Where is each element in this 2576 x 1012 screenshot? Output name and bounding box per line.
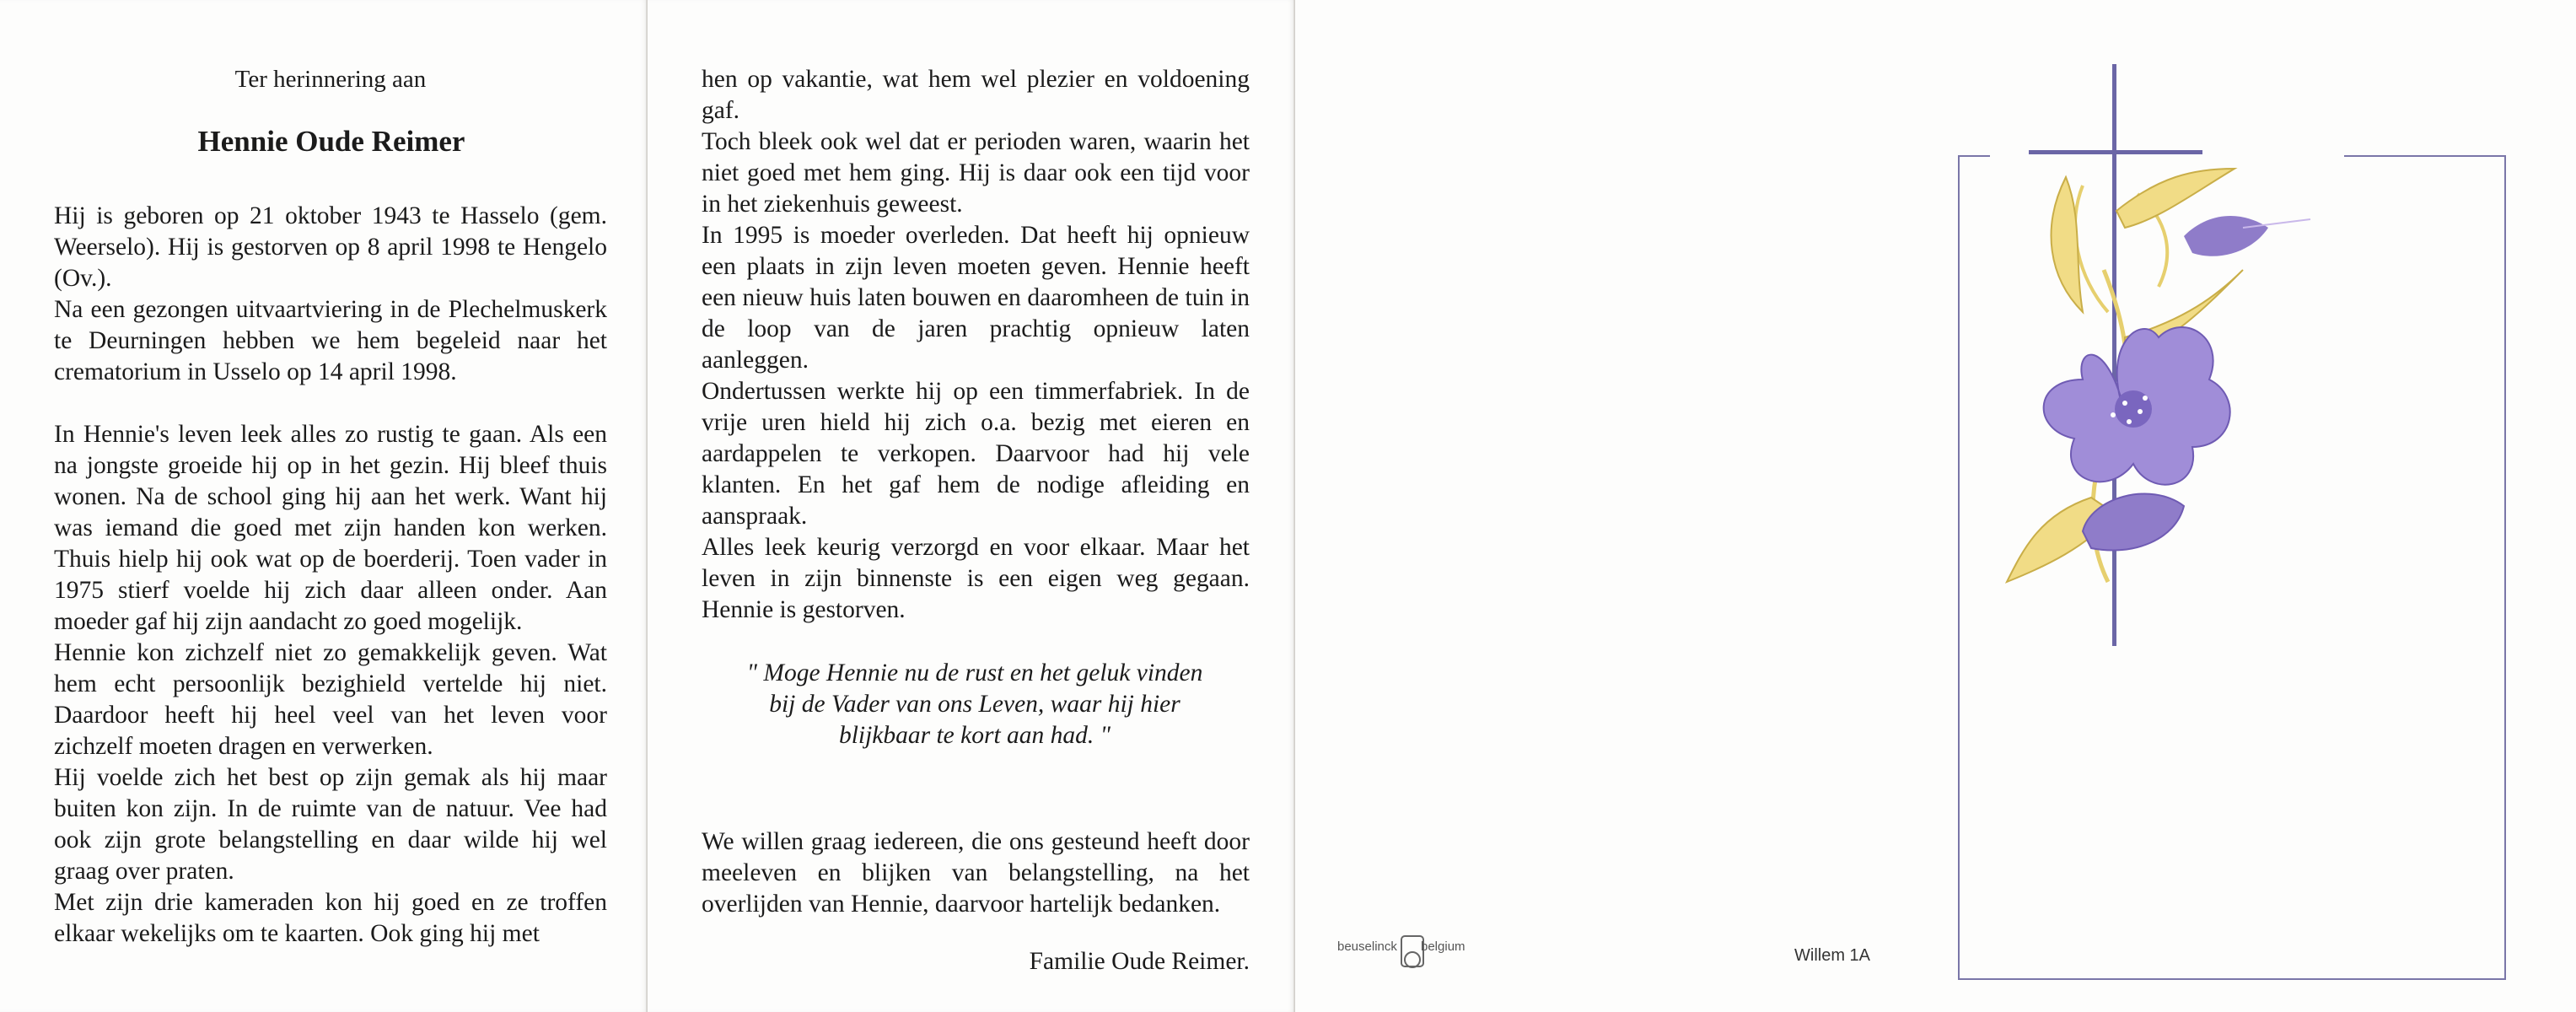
- quote-line: bij de Vader van ons Leven, waar hij hier: [769, 691, 1180, 718]
- nature-paragraph: Hij voelde zich het best op zijn gemak als hij maar buiten kon zijn. In de ruimte van de natuur. Vee had ook zijn grote belangstelling en daar wilde hij wel graag over praten.: [54, 764, 607, 885]
- thanks-paragraph: We willen graag iedereen, die ons gesteund heeft door meeleven en blijken van belangstelling, na het overlijden van Hennie, daarvoor hartelijk bedanken.: [702, 828, 1250, 918]
- biography-column-1: [54, 201, 607, 950]
- quote-line: blijkbaar te kort aan had. ": [838, 722, 1111, 749]
- printer-logo-icon: [1331, 931, 1499, 982]
- life-paragraph: In Hennie's leven leek alles zo rustig te gaan. Als een na jongste groeide hij op in het gezin. Hij bleef thuis wonen. Na de school ging hij aan het werk. Want hij was iemand die goed met zijn handen kon werken. Thuis hielp hij ook wat op de boerderij. Toen vader in 1975 stierf voelde hij zich daar alleen onder. Aan moeder gaf hij zijn aandacht zo goed mogelijk.: [54, 421, 607, 635]
- deceased-name: Hennie Oude Reimer: [197, 125, 465, 158]
- hard-times-paragraph: Toch bleek ook wel dat er perioden waren, waarin het niet goed met hem ging. Hij is daar ook een tijd voor in het ziekenhuis geweest.: [702, 128, 1250, 218]
- holiday-paragraph: hen op vakantie, wat hem wel plezier en voldoening gaf.: [702, 66, 1250, 124]
- cross-with-flower-icon: [1990, 59, 2344, 649]
- family-signature: Familie Oude Reimer.: [1029, 948, 1250, 975]
- printer-country: belgium: [1421, 939, 1465, 954]
- left-panel: [0, 0, 648, 1012]
- cross-horizontal: [2029, 150, 2202, 154]
- work-paragraph: Ondertussen werkte hij op een timmerfabriek. In de vrije uren hield hij zich o.a. bezig met eieren en aardappelen te verkopen. Daarvoor had hij vele klanten. En het gaf hem de nodige afleiding en aanspraak.: [702, 378, 1250, 530]
- birth-death-paragraph: Hij is geboren op 21 oktober 1943 te Hasselo (gem. Weerselo). Hij is gestorven op 8 april 1998 te Hengelo (Ov.).: [54, 202, 607, 292]
- model-code: Willem 1A: [1794, 946, 1871, 965]
- friends-paragraph: Met zijn drie kameraden kon hij goed en ze troffen elkaar wekelijks om te kaarten. Ook ging hij met: [54, 889, 607, 947]
- printer-name: beuselinck: [1337, 939, 1397, 954]
- memorial-quote: [705, 658, 1245, 751]
- quote-line: " Moge Hennie nu de rust en het geluk vinden: [746, 659, 1203, 686]
- funeral-paragraph: Na een gezongen uitvaartviering in de Plechelmuskerk te Deurningen hebben we hem begeleid naar het crematorium in Usselo op 14 april 1998.: [54, 296, 607, 385]
- character-paragraph: Hennie kon zichzelf niet zo gemakkelijk geven. Wat hem echt persoonlijk bezighield vertelde hij niet. Daardoor heeft hij heel veel van het leven voor zichzelf moeten dragen en verwerken.: [54, 639, 607, 760]
- biography-column-2: [702, 64, 1250, 626]
- mother-paragraph: In 1995 is moeder overleden. Dat heeft hij opnieuw een plaats in zijn leven moeten geven. Hennie heeft een nieuw huis laten bouwen en daaromheen de tuin in de loop van de jaren prachtig opnieuw laten aanleggen.: [702, 222, 1250, 374]
- intro-label: Ter herinnering aan: [234, 66, 427, 93]
- closing-paragraph: Alles leek keurig verzorgd en voor elkaar. Maar het leven in zijn binnenste is een eigen weg gegaan. Hennie is gestorven.: [702, 534, 1250, 623]
